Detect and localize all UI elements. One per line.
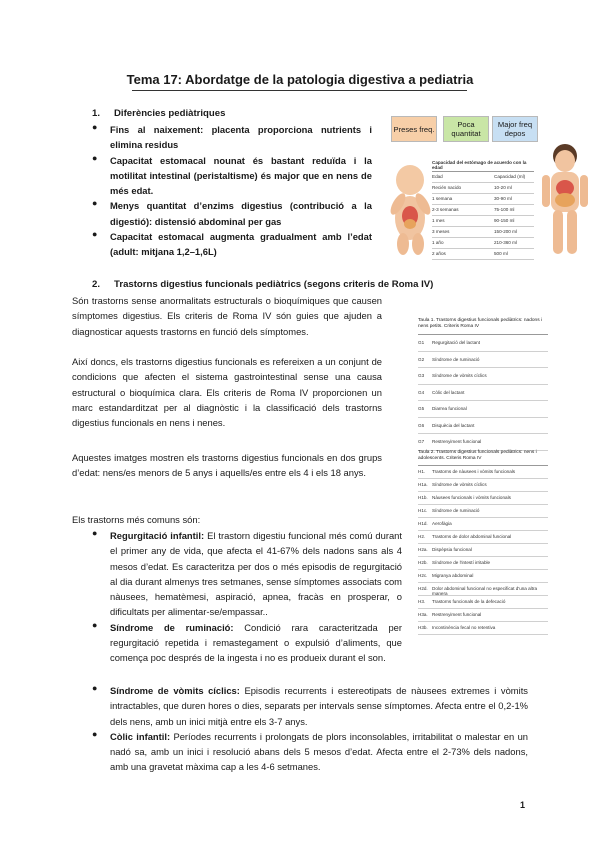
- row-label: 2-3 semanas: [432, 207, 459, 212]
- list-item: [92, 729, 528, 775]
- capacity-table-row: [432, 227, 534, 238]
- row-label: Síndrome de vòmits cíclics: [432, 482, 487, 487]
- bullet-icon: ●: [92, 229, 98, 240]
- row-code: G7: [418, 439, 425, 444]
- list-item: [92, 198, 372, 229]
- capacity-table-row: [432, 238, 534, 249]
- row-label: Restrenyiment funcional: [432, 612, 482, 617]
- row-label: Còlic del lactant: [432, 389, 465, 395]
- row-value: 150-200 ml: [494, 229, 517, 234]
- row-label: Aerofàgia: [432, 521, 452, 526]
- table-row: [418, 418, 548, 435]
- section-2-number: 2.: [92, 279, 101, 290]
- page-title: Tema 17: Abordatge de la patologia digestiva a pediatria: [126, 72, 474, 87]
- row-label: Trastorns funcionals de la defecació: [432, 599, 506, 604]
- table-row: [418, 479, 548, 492]
- bullet-icon: ●: [92, 728, 98, 739]
- table-row: [418, 622, 548, 635]
- row-code: H1b.: [418, 495, 428, 500]
- row-label: Disquècia del lactant: [432, 422, 475, 428]
- description: Episodis recurrents i estereotipats de nàusees extremes i vòmits intractables, que duren hores o dies, separats per intervals sense símptomes. Afecta entre el 0,2-1% dels nens, amb un inici mitjà entre els 3-7 anys.: [110, 685, 528, 727]
- capacity-table-row: [432, 216, 534, 227]
- table-row: [418, 335, 548, 352]
- row-code: H2b.: [418, 560, 428, 565]
- row-label: 1 mes: [432, 218, 445, 223]
- row-code: H1a.: [418, 482, 428, 487]
- paragraph: Aquestes imatges mostren els trastorns digestius funcionals en dos grups d’edat: nens/es menors de 5 anys i aquells/es entre els 4 i els 18 anys.: [72, 452, 382, 479]
- list-item: [92, 229, 372, 260]
- row-value: Capacidad (ml): [494, 174, 526, 179]
- list-item: [92, 122, 372, 153]
- row-label: Dolor abdominal funcional no especificat d'una altra manera: [432, 586, 538, 596]
- bullet-icon: ●: [92, 122, 98, 132]
- label-box: Preses freq.: [391, 116, 437, 142]
- row-label: Síndrome de ruminació: [432, 508, 480, 513]
- description: El trastorn digestiu funcional més comú durant el primer any de vida, que afecta el 41-67% dels nadons sans als 4 mesos d’edat. Es caracteritza per dos o més episodis de regurgitació al dia durant almenys tres setmanes, sense símptomes associats com nàusees, hematèmesi, aspiració, apnea, fracàs en prosperar, o dificultats per alimentar-se/empassar..: [110, 530, 402, 618]
- section-2-heading: [92, 279, 433, 290]
- row-label: Diarrea funcional: [432, 406, 467, 411]
- row-code: G4: [418, 389, 425, 395]
- row-label: Regurgitació del lactant: [432, 340, 481, 345]
- bullet-icon: ●: [92, 198, 98, 209]
- capacity-table-row: [432, 194, 534, 205]
- table-row: [418, 531, 548, 544]
- table-row: [418, 352, 548, 369]
- capacity-table-row: [432, 172, 534, 183]
- row-label: Restrenyiment funcional: [432, 439, 482, 444]
- row-value: 30-90 ml: [494, 196, 512, 201]
- row-code: H1c.: [418, 508, 428, 513]
- label-box: Major freq depos: [492, 116, 538, 142]
- row-value: 90-150 ml: [494, 218, 515, 223]
- row-code: G2: [418, 356, 425, 362]
- row-label: 3 meses: [432, 229, 450, 234]
- capacity-table-row: [432, 183, 534, 194]
- row-label: Migranya abdominal: [432, 573, 474, 578]
- row-label: 1 año: [432, 240, 444, 245]
- bullet-icon: ●: [92, 619, 98, 630]
- table-row: [418, 434, 548, 451]
- list-item-text: Menys quantitat d’enzims digestius (contribució a la digestió): distensió abdominal per gas: [110, 200, 372, 227]
- row-value: 210-360 ml: [494, 240, 517, 245]
- table-2: [418, 450, 548, 635]
- section-1-title: Diferències pediàtriques: [114, 108, 226, 119]
- row-value: 10-20 ml: [494, 185, 512, 190]
- table-row: [418, 609, 548, 622]
- list-item: [92, 153, 372, 199]
- baby-illustration: [388, 160, 434, 256]
- row-label: Incontinència fecal no retentiva: [432, 625, 496, 630]
- section-1-list: [92, 122, 372, 260]
- table-row: [418, 557, 548, 570]
- bullet-icon: ●: [92, 528, 98, 538]
- row-code: H3a.: [418, 612, 428, 617]
- title-underline: [132, 90, 467, 91]
- term: Síndrome de ruminació:: [110, 621, 234, 633]
- row-code: H3.: [418, 599, 426, 604]
- stomach-capacity-figure: [388, 112, 598, 257]
- table-row: [418, 401, 548, 418]
- row-label: Dispèpsia funcional: [432, 547, 472, 552]
- bullet-icon: ●: [92, 683, 98, 693]
- list-item-text: Capacitat estomacal nounat és bastant reduïda i la motilitat intestinal (peristaltisme) és major que en nens de més edat.: [110, 154, 372, 197]
- description: Períodes recurrents i prolongats de plors inconsolables, irritabilitat o malestar en un nadó sa, amb un inici i resolució abans dels 5 mesos d’edat. Afecta entre el 2-73% dels nadons, amb una gravetat màxima cap a les 4-6 setmanes.: [110, 730, 529, 773]
- table-1: [418, 318, 548, 451]
- disorders-list: [92, 528, 402, 666]
- row-label: 2 años: [432, 251, 446, 256]
- row-value: 75-100 ml: [494, 207, 515, 212]
- table-row: [418, 385, 548, 402]
- row-label: 1 semana: [432, 196, 453, 201]
- row-code: H2d.: [418, 586, 428, 591]
- table-row: [418, 466, 548, 479]
- list-item-text: Capacitat estomacal augmenta gradualment amb l’edat (adult: mitjana 1,2–1,6L): [110, 231, 372, 258]
- capacity-table-row: [432, 249, 534, 260]
- row-code: G1: [418, 340, 425, 345]
- row-label: Trastorns de dolor abdominal funcional: [432, 534, 512, 539]
- table-row: [418, 518, 548, 531]
- row-code: G5: [418, 406, 425, 411]
- row-code: H2.: [418, 534, 426, 539]
- row-label: Recién nacido: [432, 185, 462, 190]
- table-row: [418, 583, 548, 596]
- row-code: G3: [418, 373, 425, 378]
- paragraph: Així doncs, els trastorns digestius funcionals es refereixen a un conjunt de condicions que afecten el sistema gastrointestinal sense una causa estructural o bioquímica clara. Els criteris de Roma IV proporcionen un marc estandarditzat per al diagnòstic i la classificació dels trastorns digestius funcionals en nens i nenes.: [72, 356, 382, 429]
- row-code: H2a.: [418, 547, 428, 552]
- capacity-table-row: [432, 205, 534, 216]
- row-code: G6: [418, 422, 425, 428]
- row-code: H1.: [418, 469, 426, 474]
- table-row: [418, 596, 548, 609]
- row-code: H1d.: [418, 521, 428, 526]
- list-item: [92, 620, 402, 666]
- row-label: Nàusees funcionals i vòmits funcionals: [432, 495, 511, 500]
- description: Condició rara caracteritzada per regurgitació repetida i remastegament o expulsió d’aliments, que comença poc després de la ingesta i no es produeix durant el son.: [110, 621, 402, 664]
- row-code: H3b.: [418, 625, 428, 630]
- capacity-table-title: Capacidad del estómago de acuerdo con la edad: [432, 160, 534, 172]
- paragraph: Els trastorns més comuns són:: [72, 514, 201, 525]
- list-item: [92, 683, 528, 729]
- term: Regurgitació infantil:: [110, 530, 205, 541]
- section-1-heading: [92, 108, 225, 119]
- row-label: Trastorns de nàusees i vòmits funcionals: [432, 469, 516, 474]
- child-illustration: [534, 142, 596, 257]
- row-value: 500 ml: [494, 251, 508, 256]
- row-label: Edad: [432, 174, 443, 179]
- row-label: Síndrome de ruminació: [432, 356, 480, 362]
- row-label: Síndrome de l'intestí irritable: [432, 560, 491, 565]
- row-code: H2c.: [418, 573, 428, 578]
- page-number: 1: [520, 800, 526, 810]
- bullet-icon: ●: [92, 152, 98, 163]
- section-1-number: 1.: [92, 108, 101, 119]
- section-2-title: Trastorns digestius funcionals pediàtrics (segons criteris de Roma IV): [114, 279, 434, 290]
- table-row: [418, 570, 548, 583]
- term: Síndrome de vòmits cíclics:: [110, 685, 240, 696]
- table-row: [418, 544, 548, 557]
- table-1-title: Taula 1. Trastorns digestius funcionals pediàtrics: nadons i nens petits. Criteris Roma IV: [418, 318, 542, 329]
- table-row: [418, 505, 548, 518]
- list-item: [92, 528, 402, 620]
- list-item-text: Fins al naixement: placenta proporciona nutrients i elimina residus: [110, 124, 372, 151]
- capacity-table: [432, 160, 534, 256]
- label-box: Poca quantitat: [443, 116, 489, 142]
- table-row: [418, 492, 548, 505]
- disorders-list-continued: [92, 683, 528, 775]
- table-2-title: Taula 2. Trastorns digestius funcionals pediàtrics: nens i adolescents. Criteris Roma IV: [418, 450, 537, 461]
- table-row: [418, 368, 548, 385]
- term: Còlic infantil:: [110, 730, 171, 742]
- paragraph: Són trastorns sense anormalitats estructurals o bioquímiques que causen símptomes digestius. Els criteris de Roma IV són guies que ajuden a diagnosticar aquests trastorns en funció dels símptomes.: [72, 295, 382, 337]
- row-label: Síndrome de vòmits cíclics: [432, 373, 487, 378]
